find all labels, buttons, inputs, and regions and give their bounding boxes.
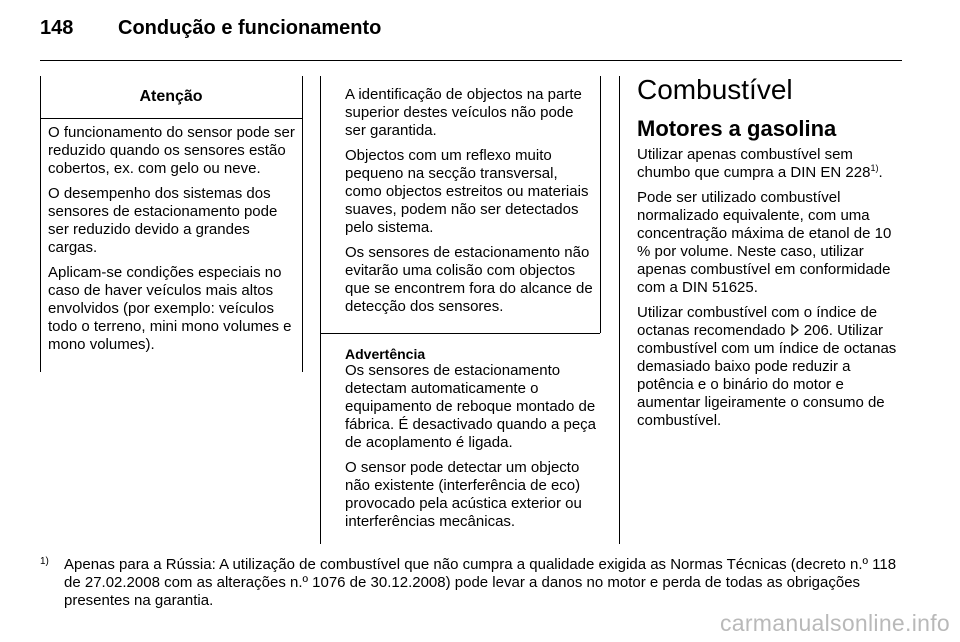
attention-box-left-border <box>40 76 41 372</box>
page-number: 148 <box>40 17 74 39</box>
attention-paragraph: Aplicam-se condições especiais no caso de haver veículos mais altos envolvidos (por exemplo: veículos todo o terreno, mini mono volumes e mono volumes). <box>48 264 292 353</box>
fuel-body <box>637 146 903 437</box>
middle-paragraph: Os sensores de estacionamento não evitarão uma colisão com objectos que se encontrem fora do alcance de detecção dos sensores. <box>345 244 593 315</box>
fuel-p1-end: . <box>878 164 883 181</box>
footnote-ref[interactable]: 1) <box>870 163 879 173</box>
warning-title: Advertência <box>345 346 426 362</box>
attention-paragraph: O funcionamento do sensor pode ser reduzido quando os sensores estão cobertos, ex. com gelo ou neve. <box>48 124 295 177</box>
warning-body <box>345 362 601 538</box>
attention-title: Atenção <box>40 76 302 119</box>
middle-paragraph: Objectos com um reflexo muito pequeno na secção transversal, como objectos estreitos ou materiais suaves, podem não ser detectados pelo sistema. <box>345 147 589 236</box>
fuel-p1-text: Utilizar apenas combustível sem chumbo que cumpra a DIN EN 228 <box>637 146 871 181</box>
middle-paragraph: A identificação de objectos na parte superior destes veículos não pode ser garantida. <box>345 86 582 139</box>
arrow-ref-icon[interactable] <box>790 323 800 335</box>
warning-paragraph: O sensor pode detectar um objecto não existente (interferência de eco) provocado pela acústica exterior ou interferências mecânicas. <box>345 459 582 530</box>
header-divider <box>40 60 902 61</box>
footnote-text: Apenas para a Rússia: A utilização de combustível que não cumpra a qualidade exigida as Normas Técnicas (decreto n.º 118 de 27.02.2008 com as alterações n.º 1076 de 30.12.2008) pode levar a danos no motor e perda de todas as obrigações presentes na garantia. <box>64 556 897 609</box>
fuel-p3-after: 206. Utilizar combustível com um índice de octanas demasiado baixo pode reduzir a potência e o binário do motor e aumentar ligeiramente o consumo de combustível. <box>637 322 897 429</box>
fuel-paragraph-1 <box>637 146 903 182</box>
section-title: Condução e funcionamento <box>118 17 382 39</box>
middle-box-right-border <box>600 76 601 333</box>
attention-box-right-border <box>302 76 303 372</box>
footnote-marker: 1) <box>40 556 49 567</box>
attention-paragraph: O desempenho dos sistemas dos sensores de estacionamento pode ser reduzido devido a grandes cargas. <box>48 185 278 256</box>
attention-body <box>48 124 302 361</box>
fuel-heading: Combustível <box>637 74 793 105</box>
fuel-p3-before: Utilizar combustível com o índice de octanas recomendado <box>637 304 878 339</box>
watermark: carmanualsonline.info <box>719 610 950 636</box>
middle-box-body <box>345 86 597 323</box>
fuel-paragraph-2: Pode ser utilizado combustível normalizado equivalente, com uma concentração máxima de etanol de 10 % por volume. Neste caso, utilizar apenas combustível em conformidade com a DIN 51625. <box>637 189 892 296</box>
warning-paragraph: Os sensores de estacionamento detectam automaticamente o equipamento de reboque montado de fábrica. É desactivado quando a peça de acoplamento é ligada. <box>345 362 597 451</box>
column-divider-right <box>619 76 620 544</box>
fuel-paragraph-3 <box>637 304 903 430</box>
petrol-engines-subheading: Motores a gasolina <box>637 116 837 141</box>
